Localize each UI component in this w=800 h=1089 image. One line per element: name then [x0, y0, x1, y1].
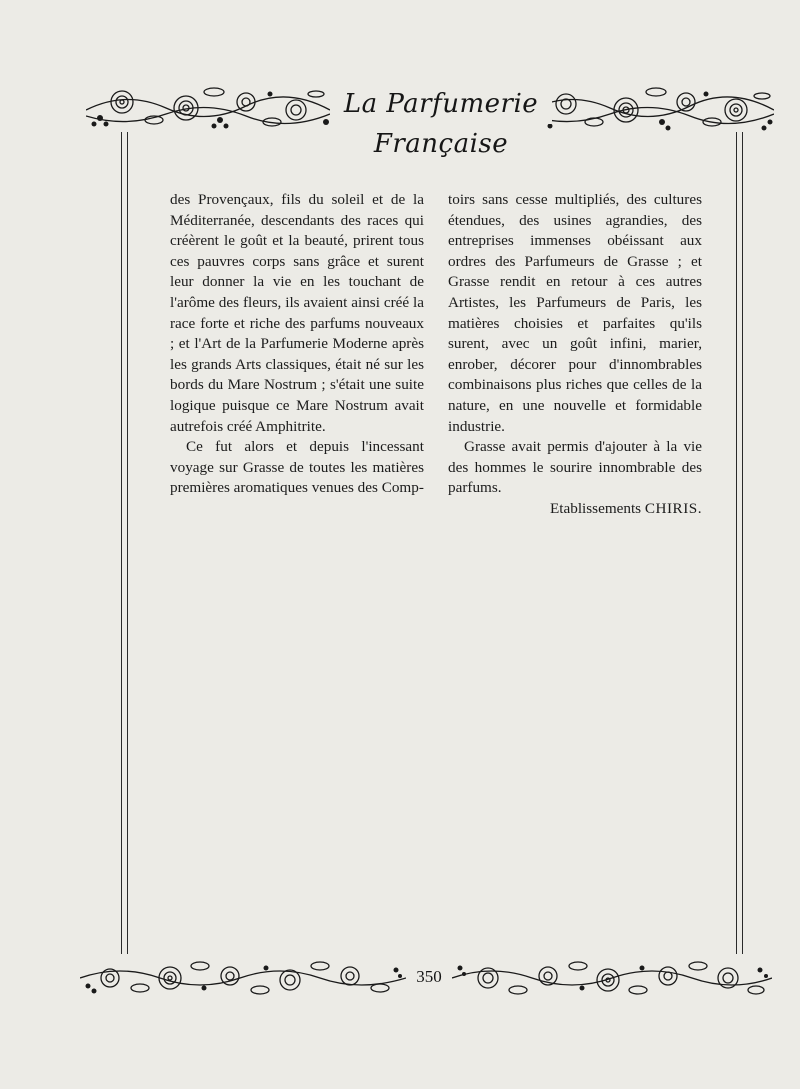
right-border-rule: [742, 132, 743, 954]
footer-floral-ornament-right: [452, 958, 772, 998]
paragraph: Grasse avait permis d'ajouter à la vie des hommes le sourire innombrable des parfums.: [448, 438, 702, 497]
page-number: 350: [416, 967, 442, 986]
right-text-column: [448, 190, 702, 520]
paragraph: des Provençaux, fils du soleil et de la Méditerranée, descendants des races qui créèrent le goût et la beauté, prirent tous ces pauvres corps sans grâce et surent leur donner la vie en les touchant de l'arôme des fleurs, ils avaient ainsi créé la race forte et riche des parfums nouveaux ; et l'Art de la Parfumerie Moderne après les grands Arts classiques, était né sur les bords du Mare Nostrum ; s'était une suite logique puisque ce Mare Nostrum avait autrefois créé Amphitrite.: [170, 191, 424, 435]
signature-company: CHIRIS.: [644, 499, 702, 517]
running-header-title: La Parfumerie Française: [330, 84, 552, 124]
right-border-rule-inner: [736, 132, 737, 954]
paragraph: Ce fut alors et depuis l'incessant voyage sur Grasse de toutes les matières premières aromatiques venues des Comp-: [170, 438, 424, 497]
left-border-rule-inner: [127, 132, 128, 954]
signature-prefix: Etablissements: [549, 499, 642, 517]
left-text-column: [170, 190, 424, 499]
footer-floral-ornament-left: [80, 958, 406, 998]
left-border-rule: [121, 132, 122, 954]
signature: [448, 499, 702, 520]
paragraph: toirs sans cesse multipliés, des cultures étendues, des usines agrandies, des entreprises immenses obéissant aux ordres des Parfumeurs de Grasse ; et Grasse rendit en retour à ces autres Artistes, les Parfumeurs de Paris, les matières choisies et parfaites qu'ils surent, avec un goût infini, marier, enrober, décorer pour d'innombrables combinaisons plus riches que celles de la nature, en une nouvelle et formidable industrie.: [448, 191, 702, 435]
